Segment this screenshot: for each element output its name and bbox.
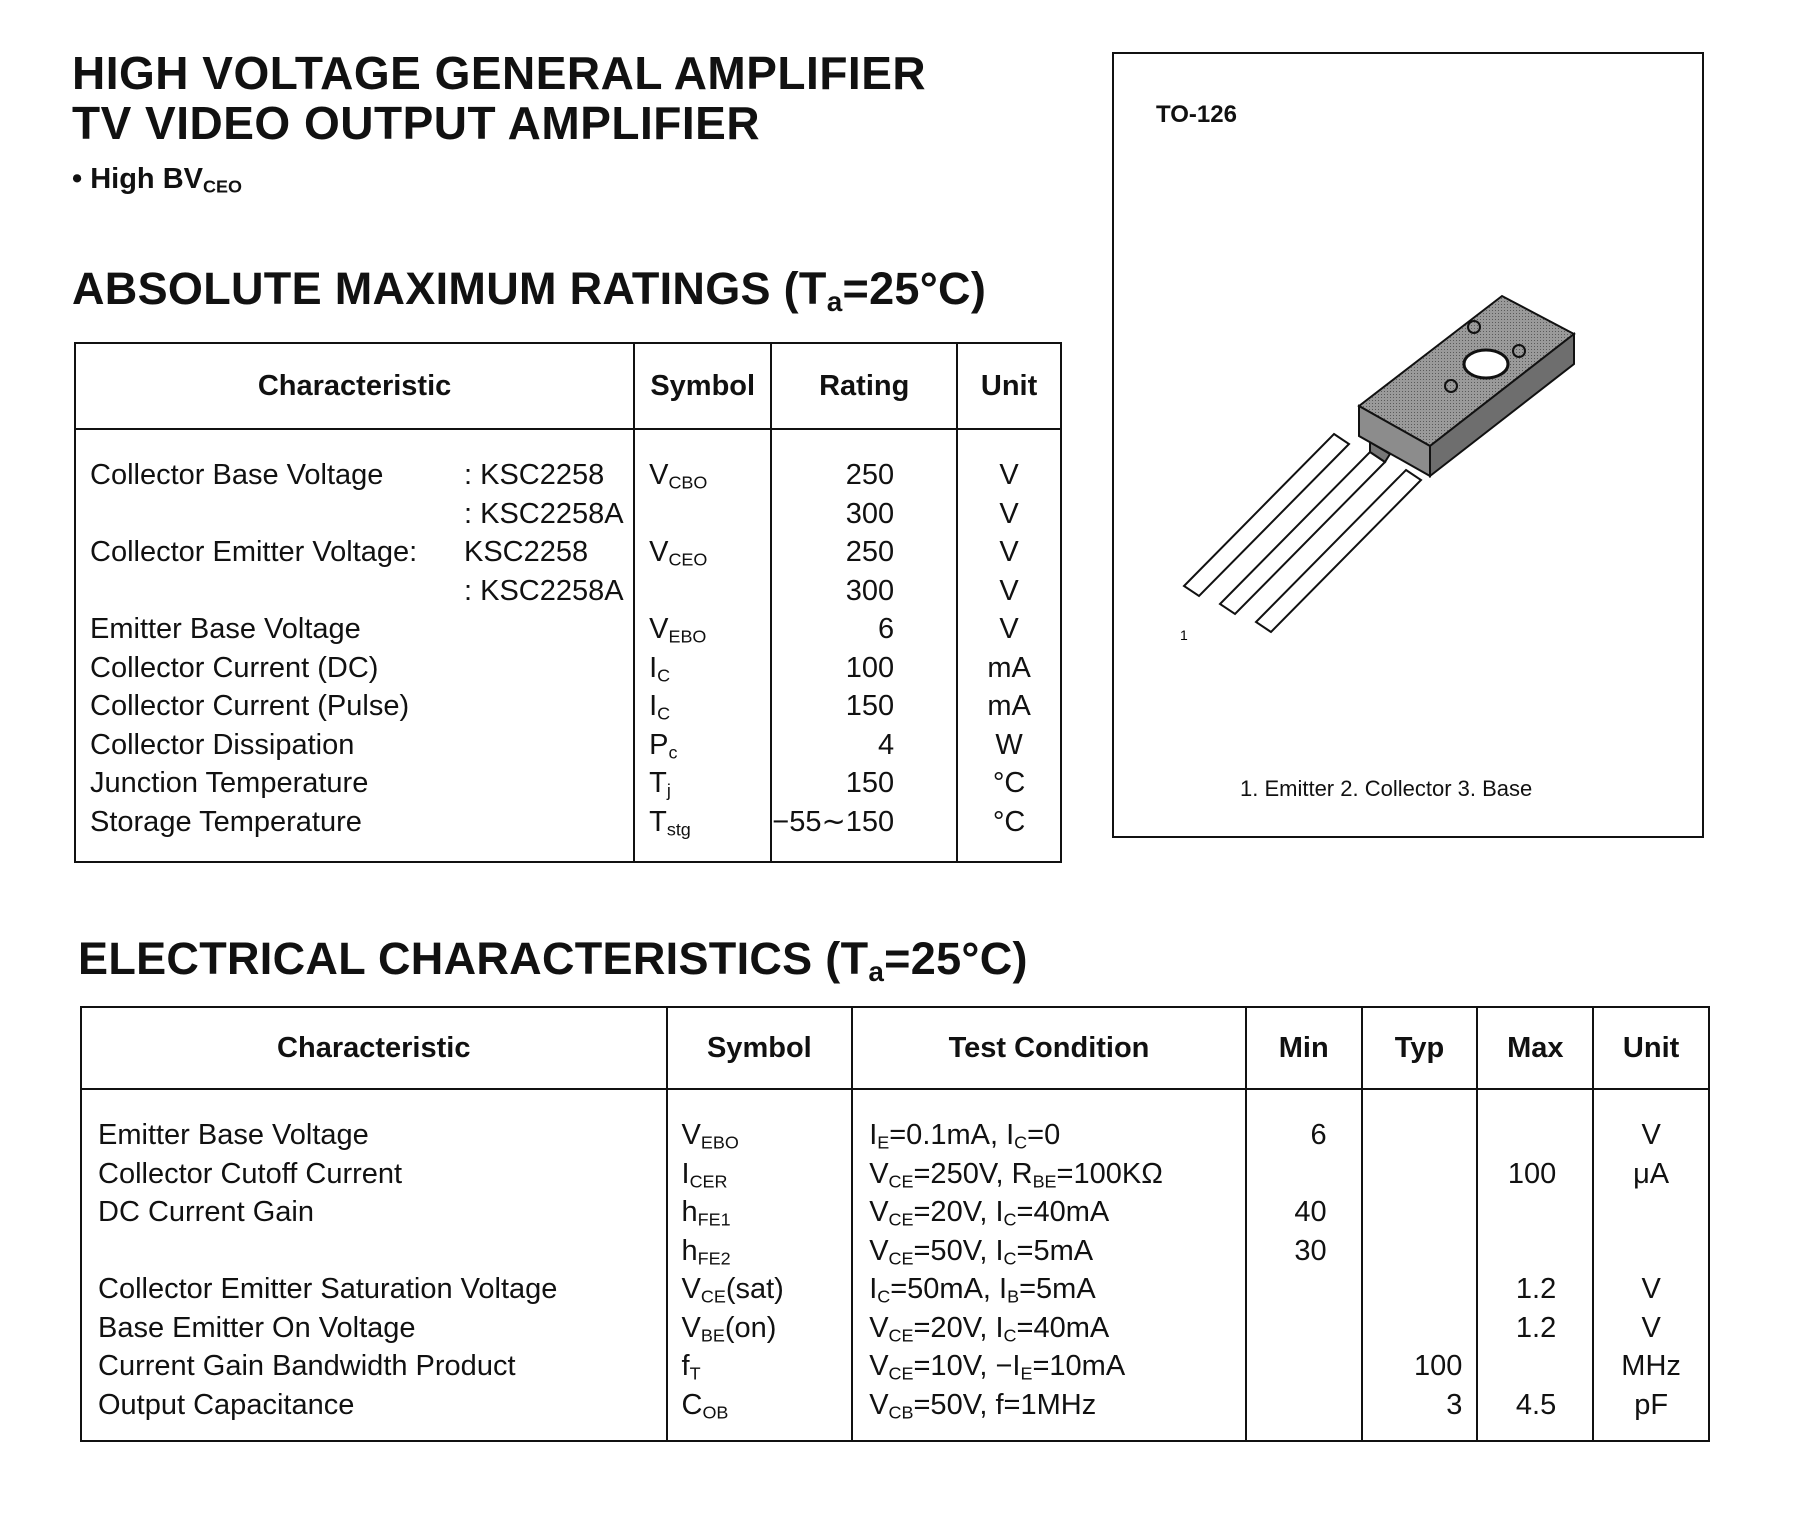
col-rating: Rating — [771, 343, 957, 429]
abs-row-characteristic — [90, 726, 633, 765]
abs-row-unit — [958, 533, 1060, 572]
rating-value: 100 — [845, 651, 895, 684]
symbol-subscript: C — [657, 664, 671, 685]
el-row-characteristic — [98, 1232, 666, 1271]
abs-row-unit — [958, 495, 1060, 534]
unit-value: °C — [992, 767, 1026, 799]
condition-text: =0 — [1027, 1119, 1061, 1151]
characteristic-name: Emitter Base Voltage — [90, 613, 361, 645]
rating-value: 250 — [845, 536, 895, 568]
pin1-marker: 1 — [1180, 627, 1188, 643]
abs-row-symbol — [649, 803, 770, 842]
symbol-base: T — [649, 767, 667, 799]
symbol-base: C — [681, 1388, 703, 1421]
symbol-suffix: (sat) — [725, 1273, 784, 1305]
el-row-typ — [1363, 1155, 1463, 1194]
symbol-subscript: T — [689, 1363, 701, 1384]
characteristic-name: DC Current Gain — [98, 1196, 314, 1228]
condition-subscript: E — [877, 1132, 890, 1153]
abs-row-symbol — [649, 495, 770, 534]
unit-value: pF — [1634, 1388, 1669, 1421]
characteristic-name: Collector Base Voltage — [90, 459, 384, 491]
to126-package-icon — [1174, 214, 1644, 674]
abs-row-symbol — [649, 649, 770, 688]
condition-text: =50mA, I — [890, 1273, 1008, 1305]
condition-text: =0.1mA, I — [889, 1119, 1015, 1151]
symbol-base: V — [681, 1311, 701, 1344]
symbol-base: T — [649, 805, 667, 838]
condition-subscript: C — [1003, 1247, 1017, 1268]
condition-text: =10V, −I — [913, 1350, 1021, 1382]
condition-subscript: C — [1003, 1209, 1017, 1230]
el-row-unit — [1594, 1309, 1708, 1348]
condition-subscript: C — [877, 1286, 891, 1307]
abs-row-characteristic — [90, 649, 633, 688]
abs-characteristic-cells — [75, 429, 634, 862]
col-max: Max — [1477, 1007, 1593, 1089]
el-row-min — [1247, 1193, 1327, 1232]
el-row-test-condition — [869, 1193, 1245, 1232]
el-characteristic-cells — [81, 1089, 667, 1441]
rating-value: 6 — [878, 613, 895, 645]
abs-row-rating — [772, 456, 894, 495]
min-value: 40 — [1294, 1196, 1327, 1228]
el-row-test-condition — [869, 1232, 1245, 1271]
el-row-max — [1478, 1386, 1556, 1425]
abs-row-rating — [772, 533, 894, 572]
abs-row-unit — [958, 572, 1060, 611]
unit-value: mA — [987, 651, 1031, 684]
symbol-base: V — [649, 536, 669, 568]
symbol-subscript: CBO — [668, 472, 708, 493]
unit-value: MHz — [1621, 1350, 1681, 1382]
symbol-subscript: CEO — [668, 549, 708, 570]
package-name: TO-126 — [1156, 101, 1237, 128]
abs-row-symbol — [649, 687, 770, 726]
symbol-base: f — [681, 1350, 690, 1382]
symbol-subscript: BE — [700, 1324, 725, 1345]
characteristic-name: Storage Temperature — [90, 805, 362, 838]
symbol-base: I — [681, 1157, 690, 1190]
absolute-max-table — [74, 342, 1062, 863]
symbol-subscript: CER — [689, 1170, 728, 1191]
abs-row-rating — [772, 764, 894, 803]
package-leads — [1184, 434, 1421, 632]
unit-value: μA — [1633, 1157, 1670, 1190]
heading-sub: a — [868, 955, 885, 987]
heading-tail: =25°C) — [842, 263, 987, 314]
rating-value: 300 — [845, 574, 895, 607]
el-row-characteristic — [98, 1347, 666, 1386]
el-row-symbol — [682, 1155, 852, 1194]
el-row-typ — [1363, 1309, 1463, 1348]
abs-row-characteristic — [90, 456, 633, 495]
abs-row-unit — [958, 456, 1060, 495]
unit-value: mA — [987, 690, 1031, 722]
el-row-typ — [1363, 1270, 1463, 1309]
el-row-test-condition — [869, 1270, 1245, 1309]
col-characteristic: Characteristic — [81, 1007, 667, 1089]
feature-sub: CEO — [203, 176, 242, 197]
condition-subscript: B — [1007, 1286, 1020, 1307]
el-row-unit — [1594, 1386, 1708, 1425]
rating-value: 250 — [845, 459, 895, 491]
heading-tail: =25°C) — [884, 933, 1028, 984]
el-row-test-condition — [869, 1309, 1245, 1348]
heading-sub: a — [826, 285, 843, 317]
abs-symbol-cells — [634, 429, 771, 862]
unit-value: V — [1641, 1119, 1661, 1151]
el-row-min — [1247, 1386, 1327, 1425]
condition-subscript: BE — [1032, 1170, 1057, 1191]
unit-value: V — [1641, 1311, 1661, 1344]
el-row-max — [1478, 1193, 1556, 1232]
col-symbol: Symbol — [667, 1007, 853, 1089]
el-row-min — [1247, 1116, 1327, 1155]
el-row-test-condition — [869, 1116, 1245, 1155]
title-line-2: TV VIDEO OUTPUT AMPLIFIER — [72, 97, 761, 149]
el-row-symbol — [682, 1232, 852, 1271]
rating-value: 4 — [878, 728, 895, 761]
col-test-condition: Test Condition — [852, 1007, 1246, 1089]
el-row-unit — [1594, 1116, 1708, 1155]
el-row-max — [1478, 1270, 1556, 1309]
condition-subscript: CB — [888, 1401, 914, 1422]
condition-text: =10mA — [1032, 1350, 1126, 1382]
abs-row-unit — [958, 764, 1060, 803]
el-row-symbol — [682, 1116, 852, 1155]
characteristic-name: Emitter Base Voltage — [98, 1119, 369, 1151]
unit-value: W — [995, 728, 1023, 761]
unit-value: V — [999, 574, 1019, 607]
symbol-subscript: OB — [702, 1401, 729, 1422]
abs-row-rating — [772, 726, 894, 765]
symbol-subscript: EBO — [668, 626, 707, 647]
condition-text: =5mA — [1016, 1234, 1094, 1267]
condition-text: =100KΩ — [1056, 1157, 1163, 1190]
typ-value: 100 — [1413, 1350, 1463, 1382]
electrical-table — [80, 1006, 1710, 1442]
el-row-unit — [1594, 1193, 1708, 1232]
characteristic-name: Junction Temperature — [90, 767, 369, 799]
el-row-max — [1478, 1347, 1556, 1386]
condition-subscript: CE — [888, 1324, 914, 1345]
feature-text: High BV — [90, 163, 203, 195]
el-row-typ — [1363, 1193, 1463, 1232]
condition-text: V — [869, 1157, 889, 1190]
abs-row-unit — [958, 687, 1060, 726]
unit-value: °C — [992, 805, 1026, 838]
unit-value: V — [999, 536, 1019, 568]
el-row-unit — [1594, 1347, 1708, 1386]
el-row-typ — [1363, 1116, 1463, 1155]
feature-high-bvceo — [72, 163, 242, 196]
unit-value: V — [1641, 1273, 1661, 1305]
el-row-typ — [1363, 1386, 1463, 1425]
abs-row-unit — [958, 649, 1060, 688]
pin-assignment: 1. Emitter 2. Collector 3. Base — [1240, 776, 1533, 801]
rating-value: 300 — [845, 497, 895, 530]
condition-text: =250V, R — [913, 1157, 1033, 1190]
symbol-subscript: j — [666, 780, 671, 801]
condition-subscript: CE — [888, 1247, 914, 1268]
characteristic-variant: : KSC2258A — [464, 497, 624, 530]
abs-row-symbol — [649, 610, 770, 649]
el-row-test-condition — [869, 1347, 1245, 1386]
symbol-subscript: FE1 — [697, 1209, 731, 1230]
el-row-symbol — [682, 1270, 852, 1309]
abs-row-characteristic — [90, 764, 633, 803]
el-symbol-cells — [667, 1089, 853, 1441]
el-row-test-condition — [869, 1155, 1245, 1194]
col-characteristic: Characteristic — [75, 343, 634, 429]
characteristic-variant: KSC2258 — [464, 536, 589, 568]
max-value: 100 — [1507, 1157, 1557, 1190]
symbol-base: h — [681, 1234, 698, 1267]
condition-text: =40mA — [1016, 1311, 1110, 1344]
abs-row-symbol — [649, 572, 770, 611]
condition-text: =50V, I — [913, 1234, 1004, 1267]
abs-unit-cells — [957, 429, 1061, 862]
abs-row-unit — [958, 610, 1060, 649]
characteristic-name: Base Emitter On Voltage — [98, 1311, 416, 1344]
condition-text: =20V, I — [913, 1196, 1004, 1228]
abs-row-characteristic — [90, 803, 633, 842]
abs-row-rating — [772, 610, 894, 649]
condition-text: =40mA — [1016, 1196, 1110, 1228]
characteristic-variant: : KSC2258 — [464, 459, 605, 491]
heading-text: ABSOLUTE MAXIMUM RATINGS (T — [72, 263, 827, 314]
symbol-base: V — [681, 1273, 701, 1305]
absolute-max-heading — [72, 263, 987, 317]
unit-value: V — [999, 613, 1019, 645]
col-unit: Unit — [957, 343, 1061, 429]
col-unit: Unit — [1593, 1007, 1709, 1089]
symbol-subscript: EBO — [700, 1132, 739, 1153]
abs-row-characteristic — [90, 495, 633, 534]
max-value: 4.5 — [1515, 1388, 1557, 1421]
abs-row-characteristic — [90, 533, 633, 572]
condition-text: =20V, I — [913, 1311, 1004, 1344]
el-row-typ — [1363, 1347, 1463, 1386]
characteristic-name: Collector Emitter Voltage: — [90, 536, 418, 568]
rating-value: 150 — [845, 767, 895, 799]
symbol-base: V — [681, 1119, 701, 1151]
min-value: 6 — [1310, 1119, 1327, 1151]
el-row-symbol — [682, 1193, 852, 1232]
symbol-base: I — [649, 690, 658, 722]
symbol-base: I — [649, 651, 658, 684]
el-row-characteristic — [98, 1270, 666, 1309]
el-row-min — [1247, 1347, 1327, 1386]
abs-row-rating — [772, 687, 894, 726]
abs-row-rating — [772, 572, 894, 611]
condition-subscript: C — [1003, 1324, 1017, 1345]
symbol-subscript: stg — [666, 818, 691, 839]
col-typ: Typ — [1362, 1007, 1478, 1089]
characteristic-name: Collector Emitter Saturation Voltage — [98, 1273, 558, 1305]
el-row-characteristic — [98, 1155, 666, 1194]
condition-text: V — [869, 1388, 889, 1421]
abs-row-unit — [958, 803, 1060, 842]
characteristic-variant: : KSC2258A — [464, 574, 624, 607]
symbol-base: V — [649, 613, 669, 645]
el-row-min — [1247, 1270, 1327, 1309]
el-row-typ — [1363, 1232, 1463, 1271]
el-row-characteristic — [98, 1193, 666, 1232]
el-row-unit — [1594, 1232, 1708, 1271]
abs-row-rating — [772, 803, 894, 842]
characteristic-name: Current Gain Bandwidth Product — [98, 1350, 516, 1382]
el-row-max — [1478, 1116, 1556, 1155]
condition-text: V — [869, 1311, 889, 1344]
condition-text: =50V, f=1MHz — [913, 1388, 1097, 1421]
condition-subscript: CE — [888, 1170, 914, 1191]
condition-subscript: C — [1014, 1132, 1028, 1153]
el-typ-cells — [1362, 1089, 1478, 1441]
electrical-heading — [78, 933, 1028, 987]
el-test-cells — [852, 1089, 1246, 1441]
el-row-characteristic — [98, 1386, 666, 1425]
condition-subscript: CE — [888, 1209, 914, 1230]
condition-text: I — [869, 1273, 878, 1305]
characteristic-name: Output Capacitance — [98, 1388, 355, 1421]
unit-value: V — [999, 497, 1019, 530]
condition-subscript: CE — [888, 1363, 914, 1384]
el-row-max — [1478, 1309, 1556, 1348]
el-row-min — [1247, 1309, 1327, 1348]
abs-row-symbol — [649, 456, 770, 495]
col-min: Min — [1246, 1007, 1362, 1089]
symbol-base: h — [681, 1196, 698, 1228]
min-value: 30 — [1294, 1234, 1327, 1267]
package-figure — [1112, 52, 1704, 838]
el-unit-cells — [1593, 1089, 1709, 1441]
symbol-subscript: c — [668, 741, 678, 762]
condition-text: =5mA — [1019, 1273, 1096, 1305]
condition-subscript: E — [1020, 1363, 1033, 1384]
rating-value: 150 — [845, 690, 895, 722]
max-value: 1.2 — [1515, 1273, 1557, 1305]
abs-row-rating — [772, 495, 894, 534]
condition-text: I — [869, 1119, 878, 1151]
abs-row-symbol — [649, 726, 770, 765]
symbol-base: V — [649, 459, 669, 491]
characteristic-name: Collector Current (Pulse) — [90, 690, 410, 722]
characteristic-name: Collector Dissipation — [90, 728, 355, 761]
abs-row-unit — [958, 726, 1060, 765]
condition-text: V — [869, 1196, 889, 1228]
el-max-cells — [1477, 1089, 1593, 1441]
typ-value: 3 — [1446, 1388, 1463, 1421]
abs-rating-cells — [771, 429, 957, 862]
abs-row-symbol — [649, 533, 770, 572]
abs-row-characteristic — [90, 687, 633, 726]
col-symbol: Symbol — [634, 343, 771, 429]
el-row-symbol — [682, 1347, 852, 1386]
symbol-suffix: (on) — [724, 1311, 777, 1344]
symbol-subscript: CE — [700, 1286, 726, 1307]
title-line-1: HIGH VOLTAGE GENERAL AMPLIFIER — [72, 47, 927, 99]
unit-value: V — [999, 459, 1019, 491]
max-value: 1.2 — [1515, 1311, 1557, 1344]
characteristic-name: Collector Current (DC) — [90, 651, 379, 684]
abs-row-characteristic — [90, 610, 633, 649]
symbol-subscript: C — [657, 703, 671, 724]
bullet-icon: • — [72, 163, 83, 195]
abs-row-characteristic — [90, 572, 633, 611]
el-row-min — [1247, 1232, 1327, 1271]
el-row-characteristic — [98, 1116, 666, 1155]
el-row-symbol — [682, 1386, 852, 1425]
el-row-min — [1247, 1155, 1327, 1194]
rating-value: −55∼150 — [772, 805, 895, 838]
abs-row-rating — [772, 649, 894, 688]
el-row-max — [1478, 1232, 1556, 1271]
el-min-cells — [1246, 1089, 1362, 1441]
abs-row-symbol — [649, 764, 770, 803]
el-row-symbol — [682, 1309, 852, 1348]
el-row-unit — [1594, 1155, 1708, 1194]
el-row-characteristic — [98, 1309, 666, 1348]
el-row-unit — [1594, 1270, 1708, 1309]
el-row-test-condition — [869, 1386, 1245, 1425]
condition-text: V — [869, 1234, 889, 1267]
el-row-max — [1478, 1155, 1556, 1194]
symbol-subscript: FE2 — [697, 1247, 731, 1268]
condition-text: V — [869, 1350, 889, 1382]
symbol-base: P — [649, 728, 669, 761]
heading-text: ELECTRICAL CHARACTERISTICS (T — [78, 933, 869, 984]
mounting-hole — [1464, 350, 1508, 378]
characteristic-name: Collector Cutoff Current — [98, 1157, 403, 1190]
